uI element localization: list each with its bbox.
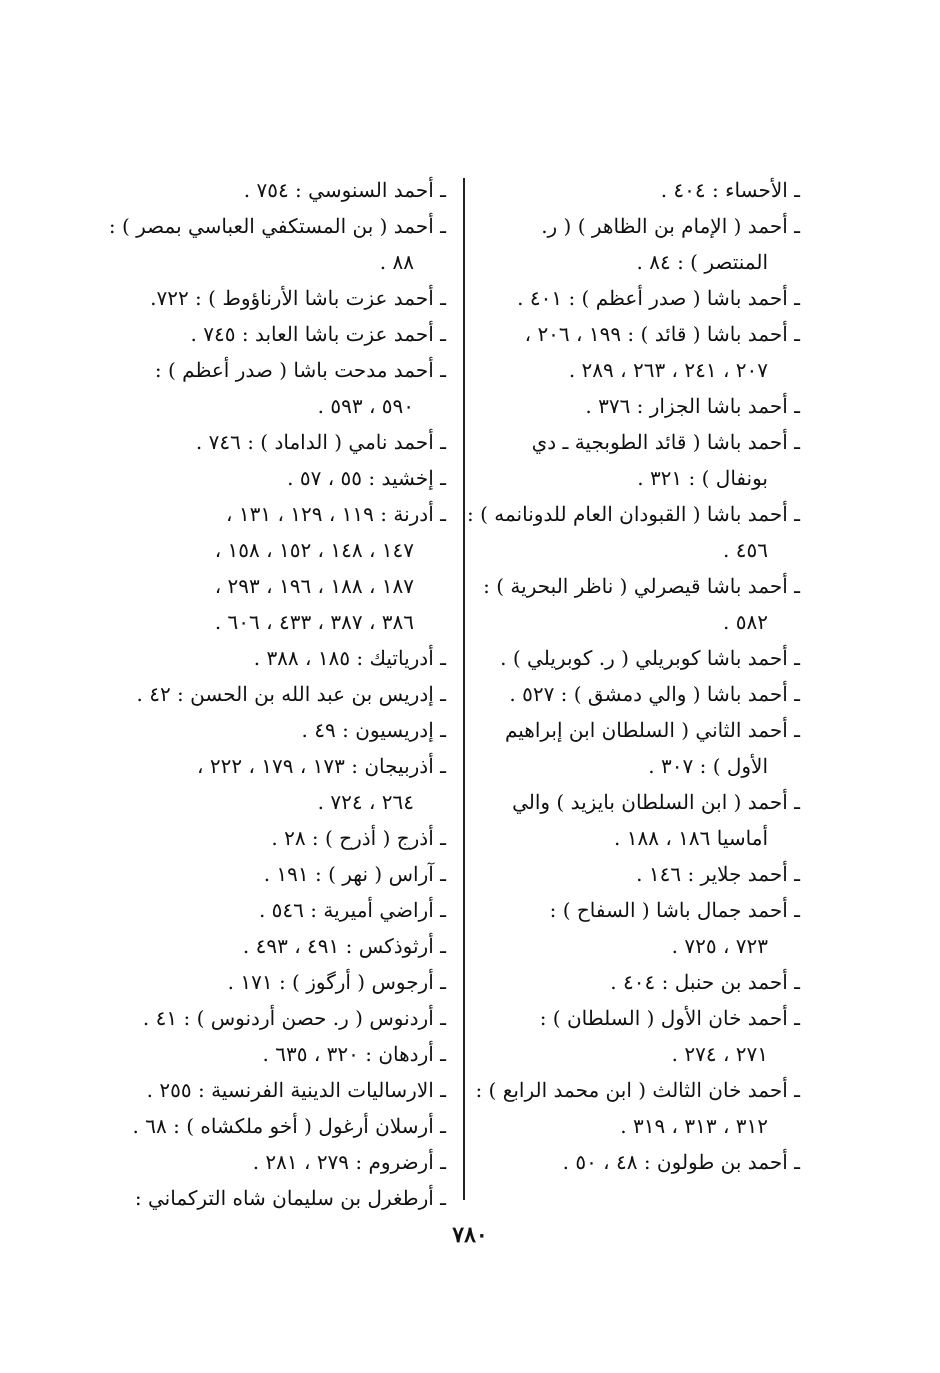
index-entry-heading: ـ أحمد السنوسي : ٧٥٤ . [243,178,446,202]
index-entry-heading: ـ أحمد بن طولون : ٤٨ ، ٥٠ . [562,1150,800,1174]
index-entry [472,892,800,964]
index-entry-heading: ـ أراضي أميرية : ٥٤٦ . [258,898,446,922]
index-entry-continuation: ٨٨ . [379,250,414,274]
index-entry [472,208,800,280]
index-entry-heading: ـ أرسلان أرغول ( أخو ملكشاه ) : ٦٨ . [132,1114,446,1138]
index-entry-heading: ـ أحمد ( ابن السلطان بايزيد ) والي [512,790,800,814]
index-column-left [98,172,446,1216]
index-entry-heading: ـ أحمد باشا ( والي دمشق ) : ٥٢٧ . [509,682,800,706]
index-entry [98,676,446,712]
index-entry [472,316,800,388]
index-entry-continuation: بونفال ) : ٣٢١ . [637,466,768,490]
index-entry-heading: ـ أحمد باشا ( القبودان العام للدونانمه ) : [467,502,800,526]
index-entry-heading: ـ إدريس بن عبد الله بن الحسن : ٤٢ . [136,682,446,706]
index-entry-heading: ـ أحمد جلاير : ١٤٦ . [636,862,800,886]
index-entry-heading: ـ أذرج ( أذرح ) : ٢٨ . [271,826,446,850]
index-entry [472,1000,800,1072]
index-entry [472,676,800,712]
index-entry-heading: ـ أرطغرل بن سليمان شاه التركماني : [134,1186,446,1210]
index-entry [472,568,800,640]
index-entry-continuation: ٢٦٤ ، ٧٢٤ . [317,790,414,814]
index-entry-heading: ـ أحمد باشا الجزار : ٣٧٦ . [585,394,800,418]
index-entry-heading: ـ أحمد خان الأول ( السلطان ) : [539,1006,800,1030]
index-entry-continuation: ٢٠٧ ، ٢٤١ ، ٢٦٣ ، ٢٨٩ . [568,358,768,382]
index-entry [472,856,800,892]
index-entry [98,352,446,424]
index-entry-heading: ـ أحمد خان الثالث ( ابن محمد الرابع ) : [475,1078,800,1102]
index-entry-heading: ـ أرضروم : ٢٧٩ ، ٢٨١ . [252,1150,446,1174]
index-entry [472,964,800,1000]
index-entry-continuation: ٣٨٦ ، ٣٨٧ ، ٤٣٣ ، ٦٠٦ . [214,610,414,634]
index-entry-heading: ـ أحمد ( الإمام بن الظاهر ) ( ر. [541,214,800,238]
index-entry [98,892,446,928]
index-entry-heading: ـ أحمد مدحت باشا ( صدر أعظم ) : [154,358,446,382]
column-divider [463,178,465,1200]
index-entry [98,1036,446,1072]
index-entry-heading: ـ أذربيجان : ١٧٣ ، ١٧٩ ، ٢٢٢ ، [197,754,446,778]
index-entry-heading: ـ أحمد باشا ( قائد الطوبجية ـ دي [531,430,800,454]
index-entry-heading: ـ إخشيد : ٥٥ ، ٥٧ . [287,466,446,490]
index-entry [98,712,446,748]
index-entry-continuation: ٣١٢ ، ٣١٣ ، ٣١٩ . [620,1114,768,1138]
index-entry-heading: ـ أحمد عزت باشا العابد : ٧٤٥ . [190,322,446,346]
index-entry-continuation: ٢٧١ ، ٢٧٤ . [671,1042,768,1066]
index-entry [98,316,446,352]
index-entry-continuation: ١٤٧ ، ١٤٨ ، ١٥٢ ، ١٥٨ ، [214,538,414,562]
index-entry-heading: ـ أحمد ( بن المستكفي العباسي بمصر ) : [108,214,446,238]
index-entry [467,496,800,568]
index-entry [98,1108,446,1144]
index-entry-heading: ـ أردهان : ٣٢٠ ، ٦٣٥ . [262,1042,446,1066]
index-entry-continuation: ٥٨٢ . [723,610,768,634]
index-entry [98,424,446,460]
index-entry [98,1144,446,1180]
index-entry-heading: ـ أدرياتيك : ١٨٥ ، ٣٨٨ . [253,646,446,670]
index-entry [98,460,446,496]
index-entry-continuation: الأول ) : ٣٠٧ . [648,754,768,778]
index-entry-heading: ـ أحمد باشا كوبريلي ( ر. كوبريلي ) . [500,646,800,670]
index-entry [98,1072,446,1108]
index-entry [98,496,446,640]
index-entry-continuation: أماسيا ١٨٦ ، ١٨٨ . [614,826,768,850]
index-entry [98,172,446,208]
index-entry [472,712,800,784]
index-entry-continuation: ١٨٧ ، ١٨٨ ، ١٩٦ ، ٢٩٣ ، [214,574,414,598]
page-number: ٧٨٠ [452,1222,488,1248]
index-column-right [467,172,800,1180]
index-entry [472,1072,800,1144]
index-entry [472,172,800,208]
index-entry-heading: ـ أردنوس ( ر. حصن أردنوس ) : ٤١ . [142,1006,446,1030]
index-entry-heading: ـ إدريسيون : ٤٩ . [301,718,446,742]
index-entry [98,1000,446,1036]
index-entry-heading: ـ أرجوس ( أرگوز ) : ١٧١ . [227,970,446,994]
index-entry [98,640,446,676]
index-entry [98,928,446,964]
index-entry-heading: ـ أحمد باشا ( صدر أعظم ) : ٤٠١ . [517,286,800,310]
index-entry [472,388,800,424]
index-entry-heading: ـ أحمد بن حنبل : ٤٠٤ . [610,970,800,994]
index-entry [98,1180,446,1216]
index-entry-heading: ـ أحمد نامي ( الداماد ) : ٧٤٦ . [195,430,446,454]
index-entry-continuation: ٤٥٦ . [723,538,768,562]
index-entry-heading: ـ أحمد الثاني ( السلطان ابن إبراهيم [504,718,800,742]
index-entry-continuation: ٧٢٣ ، ٧٢٥ . [671,934,768,958]
index-entry-heading: ـ أدرنة : ١١٩ ، ١٢٩ ، ١٣١ ، [226,502,446,526]
index-entry-heading: ـ أحمد باشا قيصرلي ( ناظر البحرية ) : [483,574,800,598]
index-entry [98,748,446,820]
index-entry [472,640,800,676]
index-entry [98,820,446,856]
index-entry [472,280,800,316]
index-entry [98,856,446,892]
index-entry-heading: ـ أحمد جمال باشا ( السفاح ) : [549,898,800,922]
index-entry-continuation: المنتصر ) : ٨٤ . [636,250,768,274]
index-entry-heading: ـ الارساليات الدينية الفرنسية : ٢٥٥ . [146,1078,446,1102]
index-entry [98,280,446,316]
index-entry [472,1144,800,1180]
index-entry-heading: ـ أحمد باشا ( قائد ) : ١٩٩ ، ٢٠٦ ، [524,322,800,346]
index-entry [98,964,446,1000]
index-entry [472,784,800,856]
index-entry-heading: ـ آراس ( نهر ) : ١٩١ . [263,862,446,886]
index-entry-heading: ـ أرثوذكس : ٤٩١ ، ٤٩٣ . [242,934,446,958]
index-entry-heading: ـ الأحساء : ٤٠٤ . [660,178,800,202]
index-entry-heading: ـ أحمد عزت باشا الأرناؤوط ) : ٧٢٢. [150,286,446,310]
index-entry [98,208,446,280]
index-entry [472,424,800,496]
index-entry-continuation: ٥٩٠ ، ٥٩٣ . [317,394,414,418]
